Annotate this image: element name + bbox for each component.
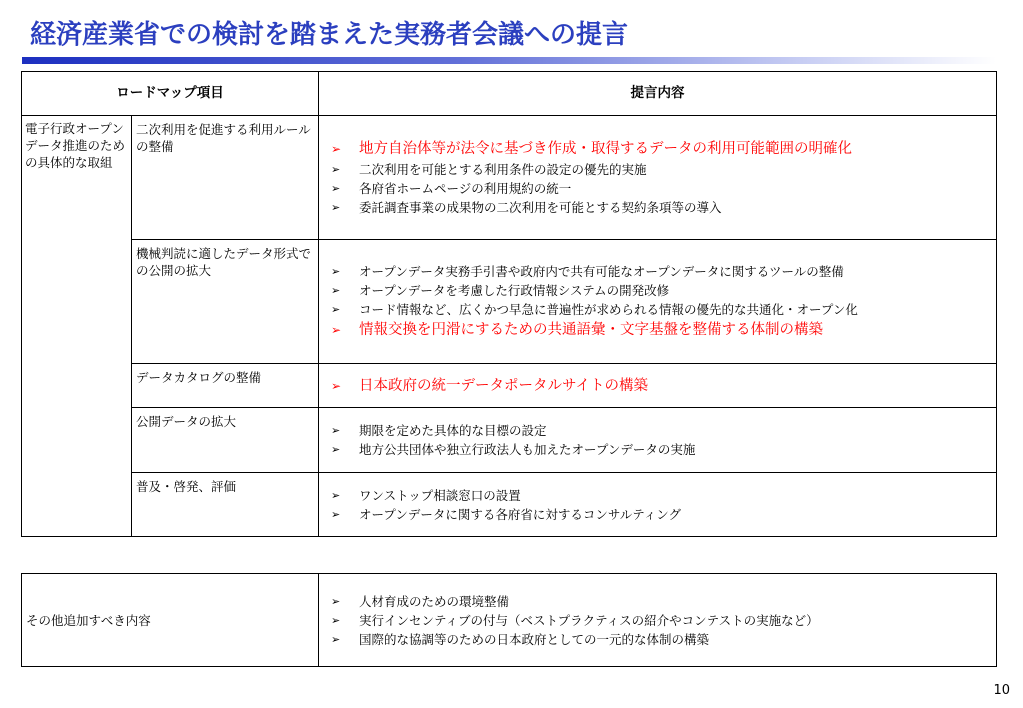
arrow-bullet-icon: ➢	[331, 163, 341, 176]
arrow-bullet-icon: ➢	[331, 303, 341, 316]
bullet-text: 地方自治体等が法令に基づき作成・取得するデータの利用可能範囲の明確化	[359, 141, 852, 157]
slide-title: 経済産業省での検討を踏まえた実務者会議への提言	[30, 20, 629, 50]
arrow-bullet-icon: ➢	[331, 443, 341, 456]
page-number: 10	[993, 683, 1010, 698]
bullet-text: 日本政府の統一データポータルサイトの構築	[359, 377, 648, 394]
bullet-item	[331, 138, 988, 160]
title-underline-bar	[22, 57, 996, 64]
bullet-text: 地方公共団体や独立行政法人も加えたオープンデータの実施	[359, 442, 696, 457]
bullet-text: 期限を定めた具体的な目標の設定	[359, 423, 547, 438]
bullet-item	[331, 160, 988, 179]
proposal-cell	[319, 116, 997, 240]
arrow-bullet-icon: ➢	[331, 507, 341, 521]
bullet-text: コード情報など、広くかつ早急に普遍性が求められる情報の優先的な共通化・オープン化	[359, 302, 858, 317]
table-row	[22, 574, 997, 667]
proposal-cell	[319, 408, 997, 473]
arrow-bullet-icon: ➢	[331, 284, 341, 297]
bullet-item	[331, 300, 988, 319]
category-cell: 電子行政オープンデータ推進のための具体的な取組	[22, 116, 132, 537]
bullet-text: オープンデータに関する各府省に対するコンサルティング	[359, 506, 682, 522]
bullet-text: 実行インセンティブの付与（ベストプラクティスの紹介やコンテストの実施など）	[359, 612, 819, 628]
bullet-item	[331, 262, 988, 281]
proposal-cell	[319, 240, 997, 364]
bullet-item	[331, 421, 988, 440]
proposal-cell	[319, 473, 997, 537]
bullet-text: 国際的な協調等のための日本政府としての一元的な体制の構築	[359, 631, 710, 647]
bullet-item	[331, 505, 988, 524]
bullet-text: ワンストップ相談窓口の設置	[359, 487, 521, 503]
additional-items-label: その他追加すべき内容	[22, 574, 319, 667]
bullet-item	[331, 179, 988, 198]
arrow-bullet-icon: ➢	[331, 182, 341, 195]
proposal-list	[331, 421, 988, 459]
bullet-text: オープンデータを考慮した行政情報システムの開発改修	[359, 283, 670, 298]
proposal-list	[331, 138, 988, 217]
bullet-text: 二次利用を可能とする利用条件の設定の優先的実施	[359, 162, 647, 177]
table-row	[22, 240, 997, 364]
bullet-item	[331, 281, 988, 300]
table-row	[22, 116, 997, 240]
roadmap-item-cell: 普及・啓発、評価	[132, 473, 319, 537]
bullet-text: 委託調査事業の成果物の二次利用を可能とする契約条項等の導入	[359, 200, 722, 215]
arrow-bullet-icon: ➢	[331, 323, 342, 337]
bullet-text: 人材育成のための環境整備	[359, 593, 510, 609]
table-row	[22, 473, 997, 537]
bullet-item	[331, 198, 988, 217]
bullet-item	[331, 486, 988, 505]
additional-items-cell	[319, 574, 997, 667]
table-row	[22, 408, 997, 473]
arrow-bullet-icon: ➢	[331, 265, 341, 278]
arrow-bullet-icon: ➢	[331, 378, 342, 393]
bullet-item	[331, 440, 988, 459]
bullet-text: オープンデータ実務手引書や政府内で共有可能なオープンデータに関するツールの整備	[359, 264, 844, 279]
proposal-list	[331, 375, 988, 397]
roadmap-item-cell: 機械判読に適したデータ形式での公開の拡大	[132, 240, 319, 364]
arrow-bullet-icon: ➢	[331, 488, 341, 502]
arrow-bullet-icon: ➢	[331, 424, 341, 437]
bullet-item	[331, 375, 988, 397]
proposal-list	[331, 262, 988, 341]
arrow-bullet-icon: ➢	[331, 632, 341, 646]
additional-items-list	[331, 592, 988, 649]
additional-items-table	[21, 573, 997, 667]
header-roadmap-items: ロードマップ項目	[22, 72, 319, 116]
bullet-item	[331, 319, 988, 341]
bullet-item	[331, 630, 988, 649]
bullet-item	[331, 611, 988, 630]
bullet-text: 情報交換を円滑にするための共通語彙・文字基盤を整備する体制の構築	[359, 322, 823, 338]
arrow-bullet-icon: ➢	[331, 594, 341, 608]
table-header-row	[22, 72, 997, 116]
arrow-bullet-icon: ➢	[331, 142, 342, 156]
arrow-bullet-icon: ➢	[331, 613, 341, 627]
proposal-cell	[319, 364, 997, 408]
roadmap-item-cell: データカタログの整備	[132, 364, 319, 408]
roadmap-item-cell: 公開データの拡大	[132, 408, 319, 473]
header-proposal-content: 提言内容	[319, 72, 997, 116]
table-row	[22, 364, 997, 408]
bullet-text: 各府省ホームページの利用規約の統一	[359, 181, 572, 196]
roadmap-item-cell: 二次利用を促進する利用ルールの整備	[132, 116, 319, 240]
roadmap-table	[21, 71, 997, 537]
bullet-item	[331, 592, 988, 611]
arrow-bullet-icon: ➢	[331, 201, 341, 214]
proposal-list	[331, 486, 988, 524]
